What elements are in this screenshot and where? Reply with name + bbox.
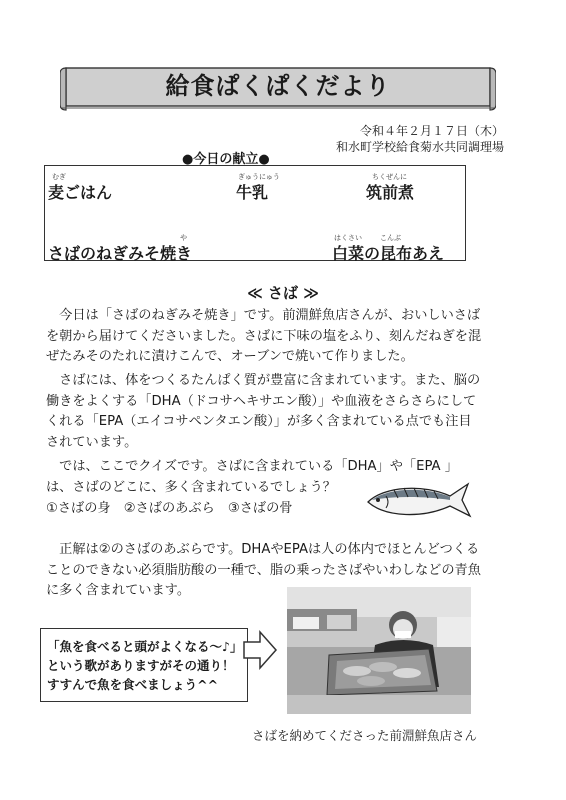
paragraph-nutrition (46, 371, 498, 453)
issue-date: 令和４年２月１７日（木） (359, 124, 504, 138)
text-line: 働きをよくする「DHA（ドコサヘキサエン酸）」や血液をさらさらにして (46, 393, 477, 409)
menu-item: 麦ごはん (48, 183, 113, 202)
mackerel-illustration (364, 478, 472, 522)
text-line: ぜたみそのたれに漬けこんで、オーブンで焼いて作りました。 (46, 349, 414, 364)
paragraph-intro (46, 306, 498, 368)
text-line: 正解は②のさばのあぶらです。DHAやEPAは人の体内でほとんどつくる (46, 542, 480, 557)
song-callout-box (40, 628, 248, 702)
song-line: という歌がありますがその通り！ (47, 658, 235, 673)
menu-item: 白菜の昆布あえ (332, 244, 445, 263)
text-line: を朝から届けてくださいました。さばに下味の塩をふり、刻んだねぎを混 (46, 328, 482, 344)
text-line: では、ここでクイズです。さばに含まれている「DHA」や「EPA 」 (46, 459, 458, 474)
right-arrow-icon (242, 628, 278, 672)
page-title: 給食ぱくぱくだより (165, 72, 391, 100)
text-line: さばには、体をつくるたんぱく質が豊富に含まれています。また、脳の (46, 373, 481, 388)
menu-ruby: こんぶ (380, 234, 401, 242)
text-line: くれる「EPA（エイコサペンタエン酸）」が多く含まれている点でも注目 (46, 414, 472, 429)
menu-ruby: ぎゅうにゅう (238, 173, 280, 181)
song-line: 「魚を食べると頭がよくなる～♪」 (47, 639, 243, 654)
text-line: ことのできない必須脂肪酸の一種で、脂の乗ったさばやいわしなどの青魚 (46, 562, 481, 578)
text-line: されています。 (46, 434, 138, 450)
organization-name: 和水町学校給食菊水共同調理場 (335, 140, 504, 154)
menu-ruby: はくさい (334, 234, 362, 242)
quiz-options: ①さばの身 ②さばのあぶら ③さばの骨 (46, 501, 293, 516)
section-title: ≪ さば ≫ (247, 284, 319, 302)
text-line: に多く含まれています。 (46, 583, 191, 598)
menu-heading: ●今日の献立● (182, 152, 270, 167)
menu-item: 筑前煮 (366, 183, 415, 202)
menu-ruby: むぎ (52, 173, 66, 181)
fish-shop-photo (287, 587, 471, 714)
song-line: すすんで魚を食べましょう^^ (47, 677, 219, 692)
text-line: は、さばのどこに、多く含まれているでしょう？ (46, 479, 336, 495)
text-line: 今日は「さばのねぎみそ焼き」です。前淵鮮魚店さんが、おいしいさば (46, 308, 481, 323)
menu-item: 牛乳 (236, 183, 269, 202)
menu-item: さばのねぎみそ焼き (48, 244, 193, 263)
menu-ruby: や (180, 234, 187, 242)
photo-caption: さばを納めてくださった前淵鮮魚店さん (252, 728, 478, 743)
menu-ruby: ちくぜんに (372, 173, 407, 181)
